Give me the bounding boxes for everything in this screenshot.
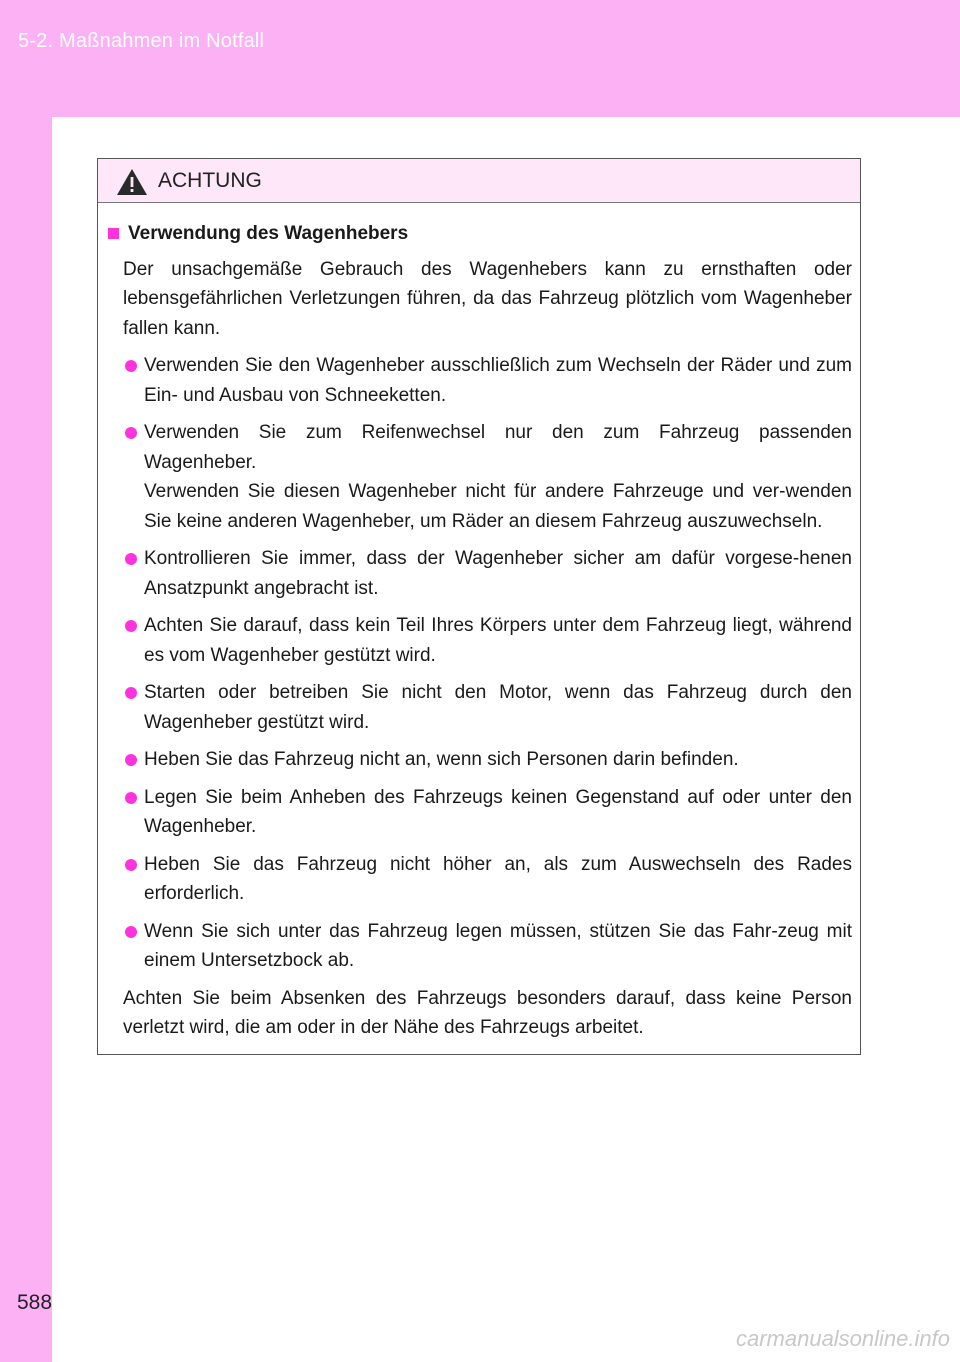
header-band (0, 0, 960, 117)
list-item-text: Starten oder betreiben Sie nicht den Motor, wenn das Fahrzeug durch den Wagenheber gestützt wird. (144, 682, 852, 733)
list-item-text: Wenn Sie sich unter das Fahrzeug legen müssen, stützen Sie das Fahr-zeug mit einem Untersetzbock ab. (144, 920, 852, 971)
list-item-text: Legen Sie beim Anheben des Fahrzeugs keinen Gegenstand auf oder unter den Wagenheber. (144, 786, 852, 837)
list-item (144, 745, 852, 775)
bullet-dot-icon (125, 553, 137, 565)
list-item (144, 917, 852, 976)
sub-heading-text: Verwendung des Wagenhebers (128, 223, 409, 244)
list-item (144, 850, 852, 909)
list-item-text: Verwenden Sie zum Reifenwechsel nur den zum Fahrzeug passenden Wagenheber. (144, 422, 852, 473)
watermark: carmanualsonline.info (735, 1326, 950, 1351)
caution-header (98, 159, 860, 203)
intro-paragraph: Der unsachgemäße Gebrauch des Wagenhebers kann zu ernsthaften oder lebensgefährlichen Verletzungen führen, da das Fahrzeug plötzlich vom Wagenheber fallen kann. (123, 258, 852, 339)
side-band (0, 117, 52, 1362)
caution-body (98, 203, 860, 1043)
warning-triangle-icon (116, 168, 148, 196)
page-number: 588 (17, 1291, 53, 1314)
bullet-dot-icon (125, 360, 137, 372)
caution-box (97, 158, 861, 1055)
list-item (144, 611, 852, 670)
bullet-dot-icon (125, 687, 137, 699)
sub-heading (106, 219, 852, 249)
list-item-text: Heben Sie das Fahrzeug nicht höher an, als zum Auswechseln des Rades erforderlich. (144, 853, 852, 904)
bullet-dot-icon (125, 859, 137, 871)
list-item-text: Achten Sie darauf, dass kein Teil Ihres Körpers unter dem Fahrzeug liegt, während es vom Wagenheber gestützt wird. (144, 615, 852, 666)
list-item (144, 418, 852, 536)
bullet-dot-icon (125, 620, 137, 632)
list-item-text-continued: Verwenden Sie diesen Wagenheber nicht für andere Fahrzeuge und ver-wenden Sie keine anderen Wagenheber, um Räder an diesem Fahrzeug auszuwechseln. (144, 481, 852, 532)
bullet-dot-icon (125, 754, 137, 766)
list-item-text: Heben Sie das Fahrzeug nicht an, wenn sich Personen darin befinden. (144, 749, 739, 770)
bullet-dot-icon (125, 926, 137, 938)
list-item (144, 351, 852, 410)
closing-paragraph: Achten Sie beim Absenken des Fahrzeugs besonders darauf, dass keine Person verletzt wird, die am oder in der Nähe des Fahrzeugs arbeitet. (123, 987, 852, 1038)
section-title: 5-2. Maßnahmen im Notfall (18, 30, 265, 52)
list-item-text: Kontrollieren Sie immer, dass der Wagenheber sicher am dafür vorgese-henen Ansatzpunkt angebracht ist. (144, 548, 852, 599)
list-item (144, 783, 852, 842)
list-item (144, 544, 852, 603)
caution-title: ACHTUNG (158, 169, 262, 192)
list-item-text: Verwenden Sie den Wagenheber ausschließlich zum Wechseln der Räder und zum Ein- und Ausbau von Schneeketten. (144, 355, 852, 406)
list-item (144, 678, 852, 737)
square-bullet-icon (108, 228, 119, 239)
bullet-dot-icon (125, 792, 137, 804)
bullet-dot-icon (125, 427, 137, 439)
